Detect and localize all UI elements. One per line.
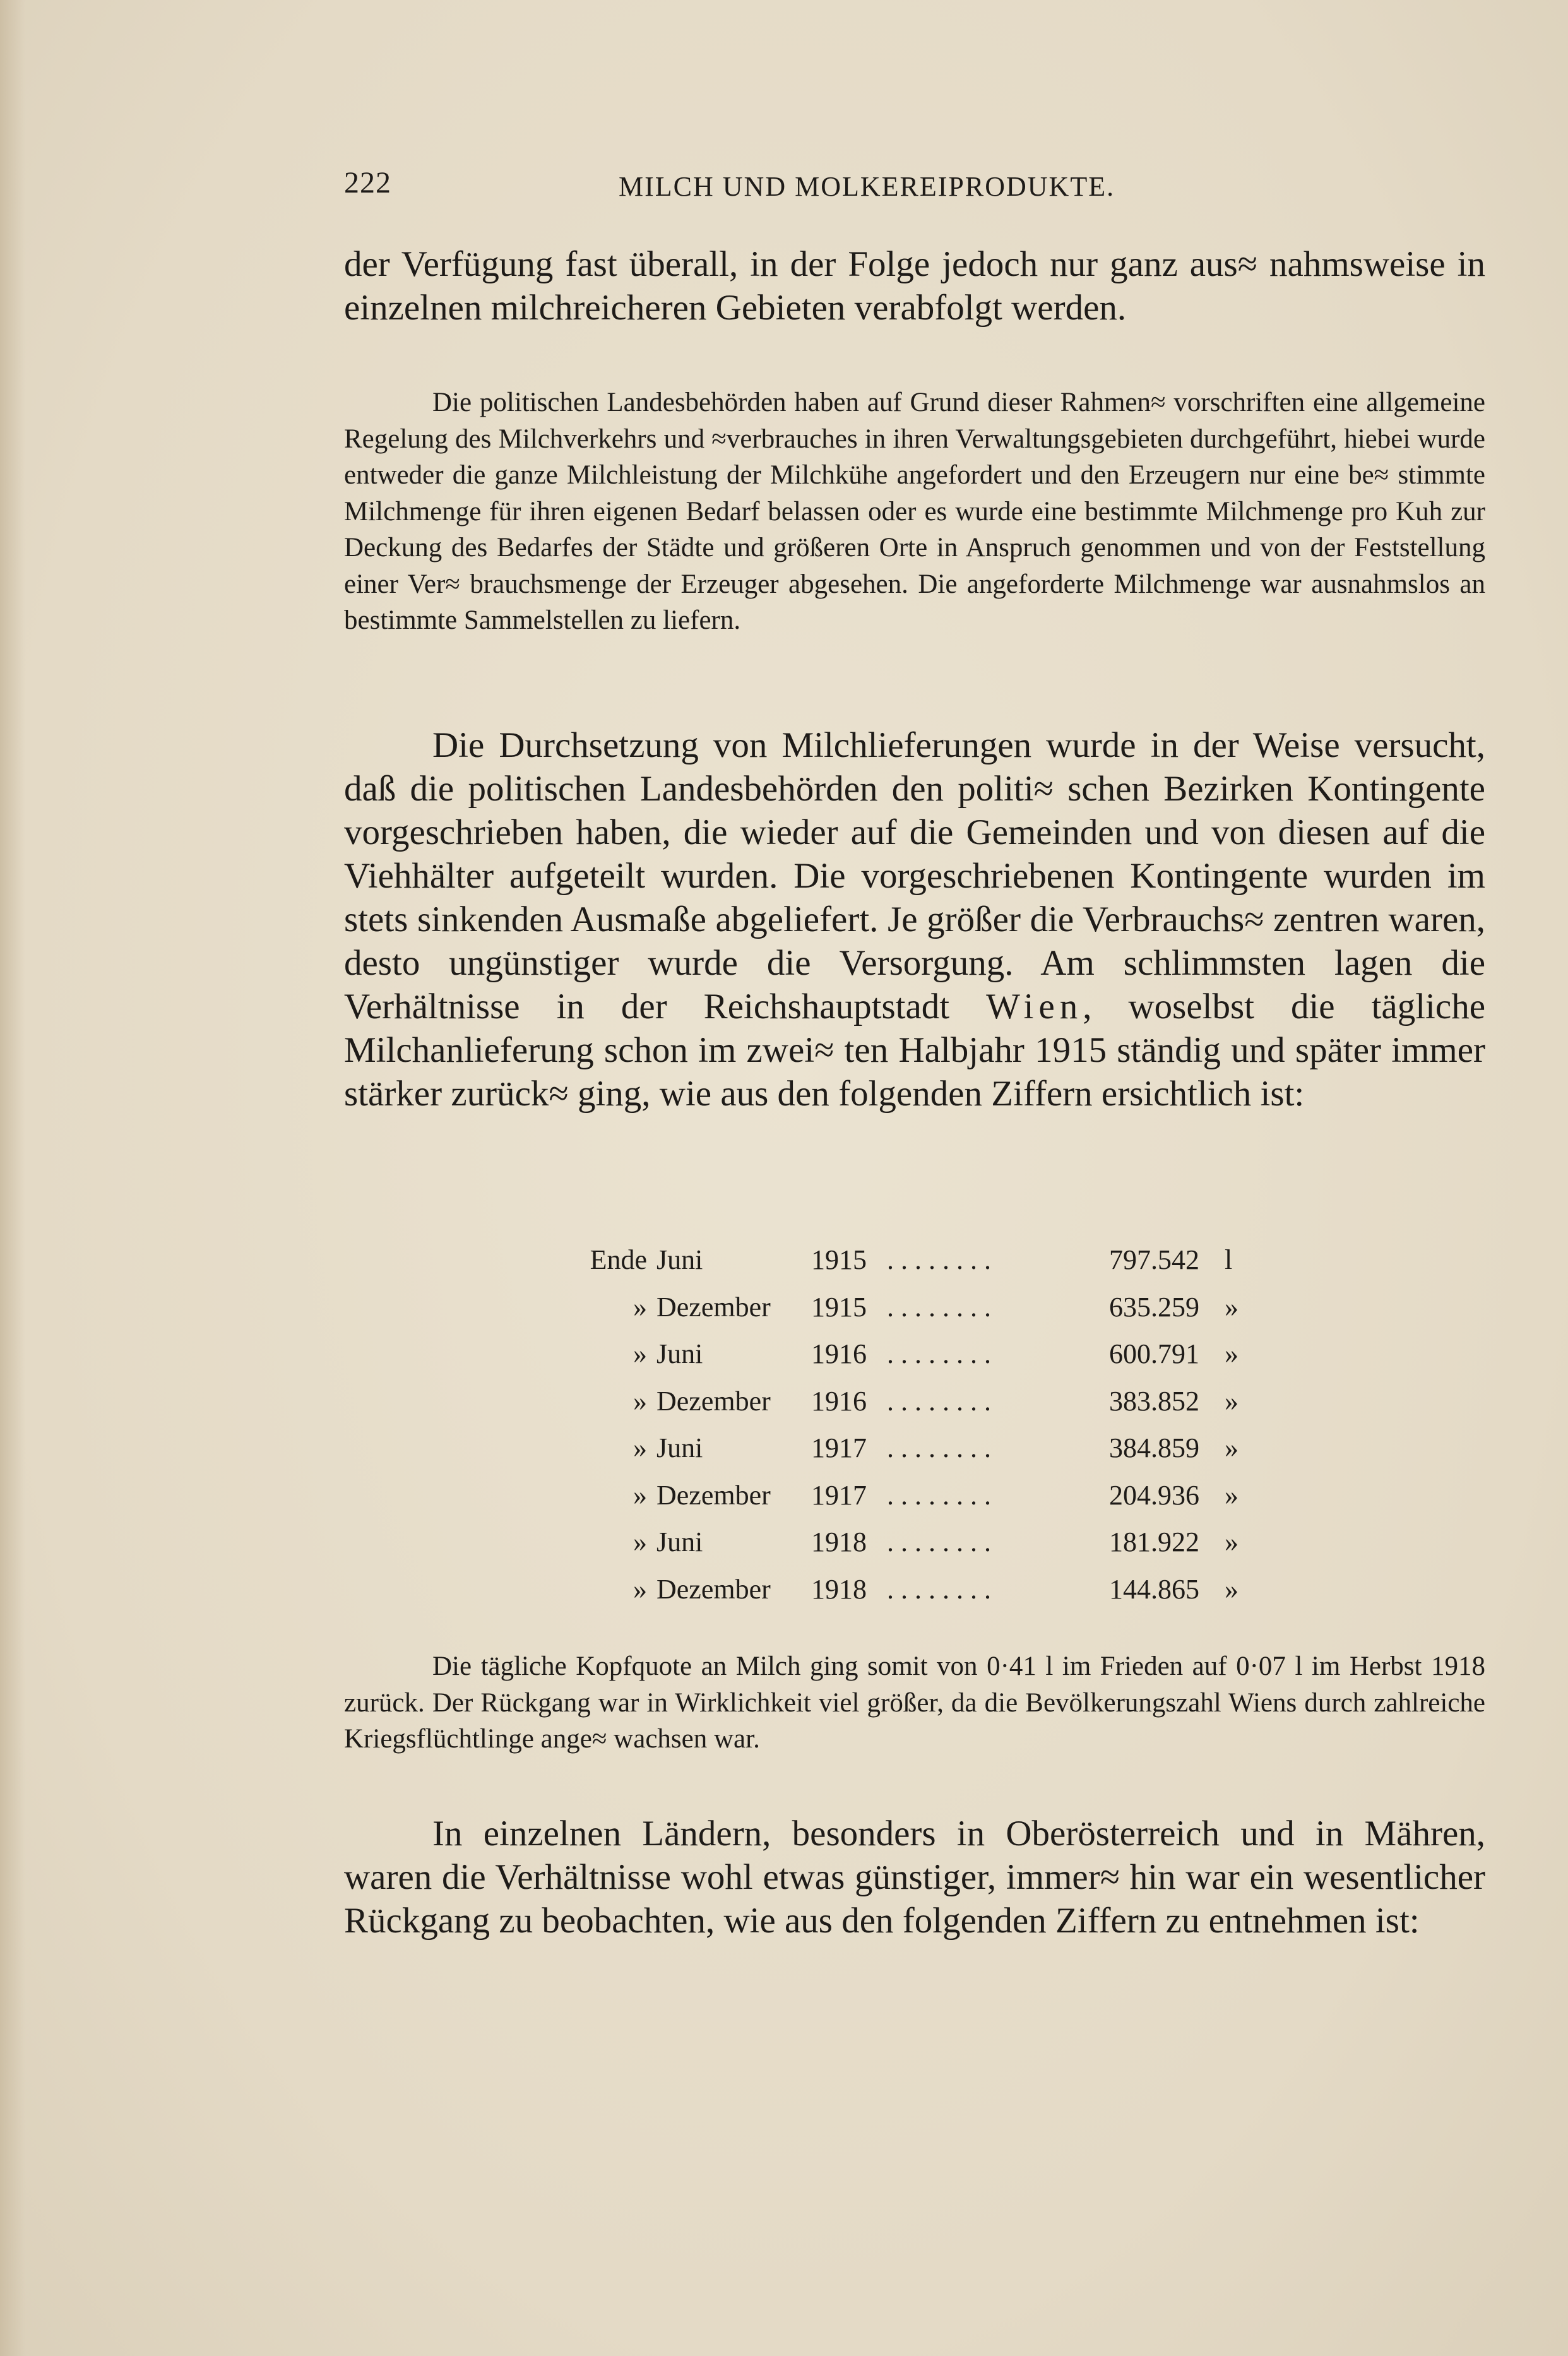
row-year: 1915	[811, 1244, 867, 1275]
row-leader-dots: ........	[887, 1479, 998, 1511]
row-leader-dots: ........	[887, 1291, 998, 1323]
row-prefix: »	[633, 1573, 647, 1605]
row-prefix: Ende	[590, 1244, 647, 1275]
city-name-spaced: Wien	[986, 987, 1083, 1026]
table-row	[568, 1244, 1262, 1291]
page-header	[344, 165, 1215, 210]
row-prefix: »	[633, 1338, 647, 1369]
table-row	[568, 1526, 1262, 1573]
row-unit: »	[1225, 1479, 1238, 1511]
row-year: 1917	[811, 1479, 867, 1511]
row-unit: »	[1225, 1432, 1238, 1463]
row-year: 1915	[811, 1291, 867, 1323]
row-unit: »	[1225, 1385, 1238, 1417]
row-year: 1918	[811, 1526, 867, 1557]
row-leader-dots: ........	[887, 1338, 998, 1369]
table-row	[568, 1479, 1262, 1526]
row-month: Dezember	[656, 1573, 771, 1605]
paragraph-contingents	[344, 723, 1485, 1116]
paragraph-contingents-part2: , woselbst die tägliche Milchanlieferung schon im zwei≈ ten Halbjahr 1915 ständig und später immer stärker zurück≈ ging, wie aus den folgenden Ziffern ersichtlich ist:	[344, 987, 1485, 1114]
row-leader-dots: ........	[887, 1526, 998, 1557]
row-month: Juni	[656, 1432, 703, 1463]
running-head: MILCH UND MOLKEREIPRODUKTE.	[619, 171, 1115, 202]
row-prefix: »	[633, 1385, 647, 1417]
table-row	[568, 1432, 1262, 1479]
table-row	[568, 1338, 1262, 1385]
row-month: Juni	[656, 1338, 703, 1369]
row-leader-dots: ........	[887, 1244, 998, 1275]
row-leader-dots: ........	[887, 1432, 998, 1463]
page-edge-shadow	[0, 0, 25, 2356]
paragraph-small-regulation: Die politischen Landesbehörden haben auf Grund dieser Rahmen≈ vorschriften eine allgemeine Regelung des Milchverkehrs und ≈verbrauches in ihren Verwaltungsgebieten durchgeführt, hiebei wurde entweder die ganze Milchleistung der Milchkühe angefordert und den Erzeugern nur eine be≈ stimmte Milchmenge für ihren eigenen Bedarf belassen oder es wurde eine bestimmte Milchmenge pro Kuh zur Deckung des Bedarfes der Städte und größeren Orte in Anspruch genommen und von der Feststellung einer Ver≈ brauchsmenge der Erzeuger abgesehen. Die angeforderte Milchmenge war ausnahmslos an bestimmte Sammelstellen zu liefern.	[344, 388, 1485, 635]
row-value: 797.542	[1109, 1244, 1199, 1275]
row-unit: »	[1225, 1291, 1238, 1323]
paragraph-other-countries: In einzelnen Ländern, besonders in Oberösterreich und in Mähren, waren die Verhältnisse wohl etwas günstiger, immer≈ hin war ein wesentlicher Rückgang zu beobachten, wie aus den folgenden Ziffern zu entnehmen ist:	[344, 1814, 1485, 1941]
paragraph-small-per-capita: Die tägliche Kopfquote an Milch ging somit von 0·41 l im Frieden auf 0·07 l im Herbst 1918 zurück. Der Rückgang war in Wirklichkeit viel größer, da die Bevölkerungszahl Wiens durch zahlreiche Kriegsflüchtlinge ange≈ wachsen war.	[344, 1651, 1485, 1754]
row-year: 1916	[811, 1338, 867, 1369]
row-value: 204.936	[1109, 1479, 1199, 1511]
row-prefix: »	[633, 1479, 647, 1511]
row-prefix: »	[633, 1526, 647, 1557]
row-year: 1917	[811, 1432, 867, 1463]
row-value: 635.259	[1109, 1291, 1199, 1323]
row-leader-dots: ........	[887, 1385, 998, 1417]
paragraph-continuation: der Verfügung fast überall, in der Folge jedoch nur ganz aus≈ nahmsweise in einzelnen milchreicheren Gebieten verabfolgt werden.	[344, 244, 1485, 328]
page-number: 222	[344, 166, 391, 199]
row-value: 384.859	[1109, 1432, 1199, 1463]
row-value: 600.791	[1109, 1338, 1199, 1369]
row-unit: »	[1225, 1338, 1238, 1369]
row-leader-dots: ........	[887, 1573, 998, 1605]
table-row	[568, 1385, 1262, 1432]
table-row	[568, 1291, 1262, 1338]
row-month: Dezember	[656, 1479, 771, 1511]
row-year: 1916	[811, 1385, 867, 1417]
row-year: 1918	[811, 1573, 867, 1605]
row-value: 181.922	[1109, 1526, 1199, 1557]
table-row	[568, 1573, 1262, 1621]
paragraph-contingents-part1: Die Durchsetzung von Milchlieferungen wurde in der Weise versucht, daß die politischen Landesbehörden den politi≈ schen Bezirken Kontingente vorgeschrieben haben, die wieder auf die Gemeinden und von diesen auf die Viehhälter aufgeteilt wurden. Die vorgeschriebenen Kontingente wurden im stets sinkenden Ausmaße abgeliefert. Je größer die Verbrauchs≈ zentren waren, desto ungünstiger wurde die Versorgung. Am schlimmsten lagen die Verhältnisse in der Reichshauptstadt	[344, 725, 1485, 1026]
row-unit: »	[1225, 1573, 1238, 1605]
milk-delivery-table	[568, 1244, 1262, 1620]
row-unit: l	[1225, 1244, 1233, 1275]
row-month: Dezember	[656, 1291, 771, 1323]
row-value: 383.852	[1109, 1385, 1199, 1417]
row-value: 144.865	[1109, 1573, 1199, 1605]
row-unit: »	[1225, 1526, 1238, 1557]
row-month: Dezember	[656, 1385, 771, 1417]
row-month: Juni	[656, 1244, 703, 1275]
row-month: Juni	[656, 1526, 703, 1557]
row-prefix: »	[633, 1432, 647, 1463]
row-prefix: »	[633, 1291, 647, 1323]
